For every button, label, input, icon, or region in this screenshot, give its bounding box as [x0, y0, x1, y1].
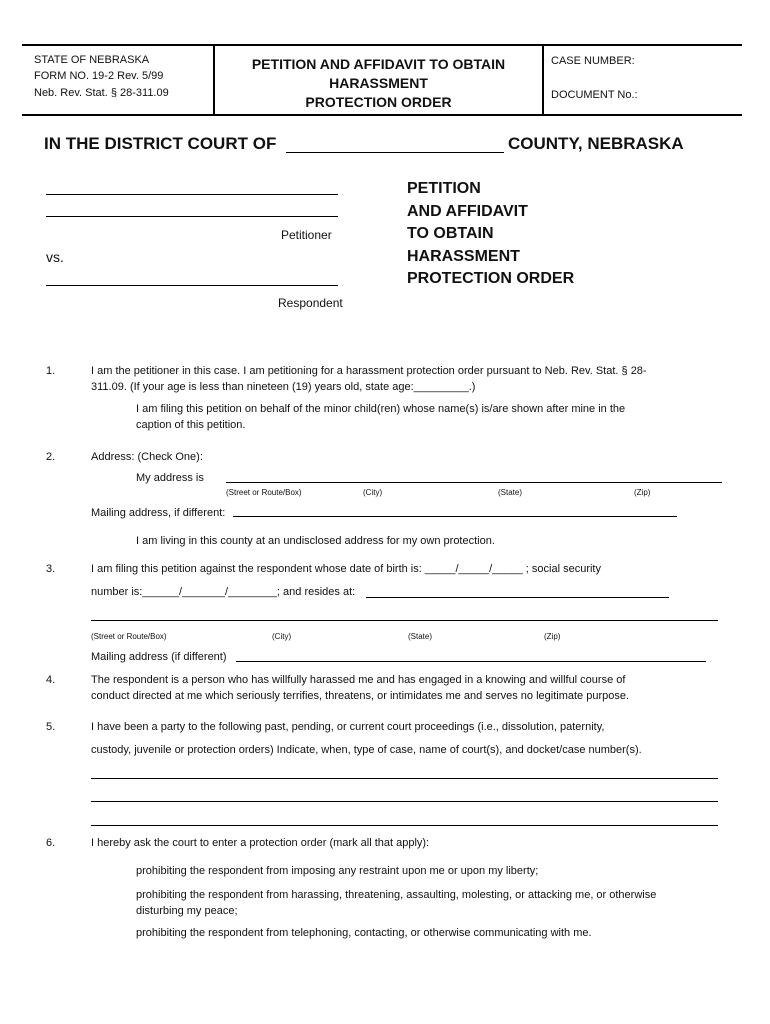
- proceedings-field-3[interactable]: [91, 825, 718, 826]
- resp-addr-label-state: (State): [408, 632, 433, 641]
- item-1-number: 1.: [46, 365, 56, 377]
- item-1-text-line-2: 311.09. (If your age is less than nineteen (19) years old, state age:_________.): [91, 381, 476, 393]
- mailing-address-field[interactable]: [233, 516, 677, 517]
- header-title-line-3: PROTECTION ORDER: [305, 94, 452, 110]
- item-5-text-line-2: custody, juvenile or protection orders) Indicate, when, type of case, name of court(s), and docket/case number(s).: [91, 744, 642, 756]
- item-2-number: 2.: [46, 451, 56, 463]
- item-4-text-line-1: The respondent is a person who has willfully harassed me and has engaged in a knowing and willful course of: [91, 674, 626, 686]
- caption-title: [407, 178, 574, 291]
- item-3-text-line-2: number is:______/_______/________; and resides at:: [91, 586, 356, 598]
- order-option-harassing-line-2: disturbing my peace;: [136, 905, 238, 917]
- item-3-number: 3.: [46, 563, 56, 575]
- caption-title-line-2: AND AFFIDAVIT: [407, 202, 528, 220]
- addr-label-state: (State): [498, 488, 523, 497]
- caption-title-line-5: PROTECTION ORDER: [407, 270, 575, 287]
- addr-label-city: (City): [363, 488, 383, 497]
- respondent-label: Respondent: [278, 296, 343, 310]
- resp-addr-label-street: (Street or Route/Box): [91, 632, 167, 641]
- item-1-minor-line-2: caption of this petition.: [136, 419, 246, 431]
- header-title-line-1: PETITION AND AFFIDAVIT TO OBTAIN: [251, 56, 506, 72]
- item-4-number: 4.: [46, 674, 56, 686]
- header-form-no: FORM NO. 19-2 Rev. 5/99: [34, 70, 164, 82]
- respondent-residence-field[interactable]: [366, 597, 669, 598]
- petitioner-name-field-1[interactable]: [46, 194, 338, 195]
- item-6-number: 6.: [46, 837, 56, 849]
- petitioner-name-field-2[interactable]: [46, 216, 338, 217]
- item-4-text-line-2: conduct directed at me which seriously terrifies, threatens, or intimidates me and serves no legitimate purpose.: [91, 690, 630, 702]
- order-option-harassing-line-1[interactable]: prohibiting the respondent from harassing, threatening, assaulting, molesting, or attacking me, or otherwise: [136, 889, 657, 901]
- resp-addr-label-city: (City): [272, 632, 292, 641]
- addr-label-street: (Street or Route/Box): [226, 488, 302, 497]
- header-divider-right: [542, 44, 544, 116]
- county-name-field[interactable]: [286, 152, 504, 153]
- petitioner-label: Petitioner: [281, 228, 332, 242]
- my-address-label: My address is: [136, 472, 204, 484]
- item-2-label: Address: (Check One):: [91, 451, 203, 463]
- caption-title-line-4: HARASSMENT: [407, 247, 520, 265]
- mailing-address-label: Mailing address, if different:: [91, 507, 226, 519]
- header-title: [215, 55, 542, 112]
- document-no-label: DOCUMENT No.:: [551, 89, 638, 101]
- item-1-text-line-1: I am the petitioner in this case. I am petitioning for a harassment protection order pursuant to Neb. Rev. Stat. § 28-: [91, 365, 647, 377]
- proceedings-field-2[interactable]: [91, 801, 718, 802]
- header-state: STATE OF NEBRASKA: [34, 54, 150, 66]
- header-top-rule: [22, 44, 742, 46]
- undisclosed-address-option[interactable]: I am living in this county at an undisclosed address for my own protection.: [136, 535, 495, 547]
- header-title-line-2: HARASSMENT: [329, 75, 428, 91]
- item-5-number: 5.: [46, 721, 56, 733]
- proceedings-field-1[interactable]: [91, 778, 718, 779]
- court-suffix: COUNTY, NEBRASKA: [508, 134, 684, 153]
- caption-title-line-1: PETITION: [407, 180, 481, 197]
- item-6-text: I hereby ask the court to enter a protection order (mark all that apply):: [91, 837, 430, 849]
- order-option-contact[interactable]: prohibiting the respondent from telephoning, contacting, or otherwise communicating with me.: [136, 927, 592, 939]
- resp-addr-label-zip: (Zip): [544, 632, 561, 641]
- item-1-minor-line-1: I am filing this petition on behalf of the minor child(ren) whose name(s) is/are shown after mine in the: [136, 403, 626, 415]
- header-bottom-rule: [22, 114, 742, 116]
- case-number-label: CASE NUMBER:: [551, 55, 635, 67]
- resp-mailing-field[interactable]: [236, 661, 706, 662]
- court-prefix: IN THE DISTRICT COURT OF: [44, 134, 277, 153]
- respondent-address-field[interactable]: [91, 620, 718, 621]
- my-address-field[interactable]: [226, 482, 722, 483]
- vs-label: vs.: [46, 249, 64, 265]
- header-statute: Neb. Rev. Stat. § 28-311.09: [34, 87, 169, 99]
- resp-mailing-label: Mailing address (if different): [91, 651, 227, 663]
- respondent-name-field[interactable]: [46, 285, 338, 286]
- item-3-text-line-1: I am filing this petition against the respondent whose date of birth is: _____/_____/_____ ; social security: [91, 563, 601, 575]
- caption-title-line-3: TO OBTAIN: [407, 225, 494, 242]
- item-5-text-line-1: I have been a party to the following past, pending, or current court proceedings (i.e., dissolution, paternity,: [91, 721, 605, 733]
- addr-label-zip: (Zip): [634, 488, 651, 497]
- order-option-restraint[interactable]: prohibiting the respondent from imposing any restraint upon me or upon my liberty;: [136, 865, 539, 877]
